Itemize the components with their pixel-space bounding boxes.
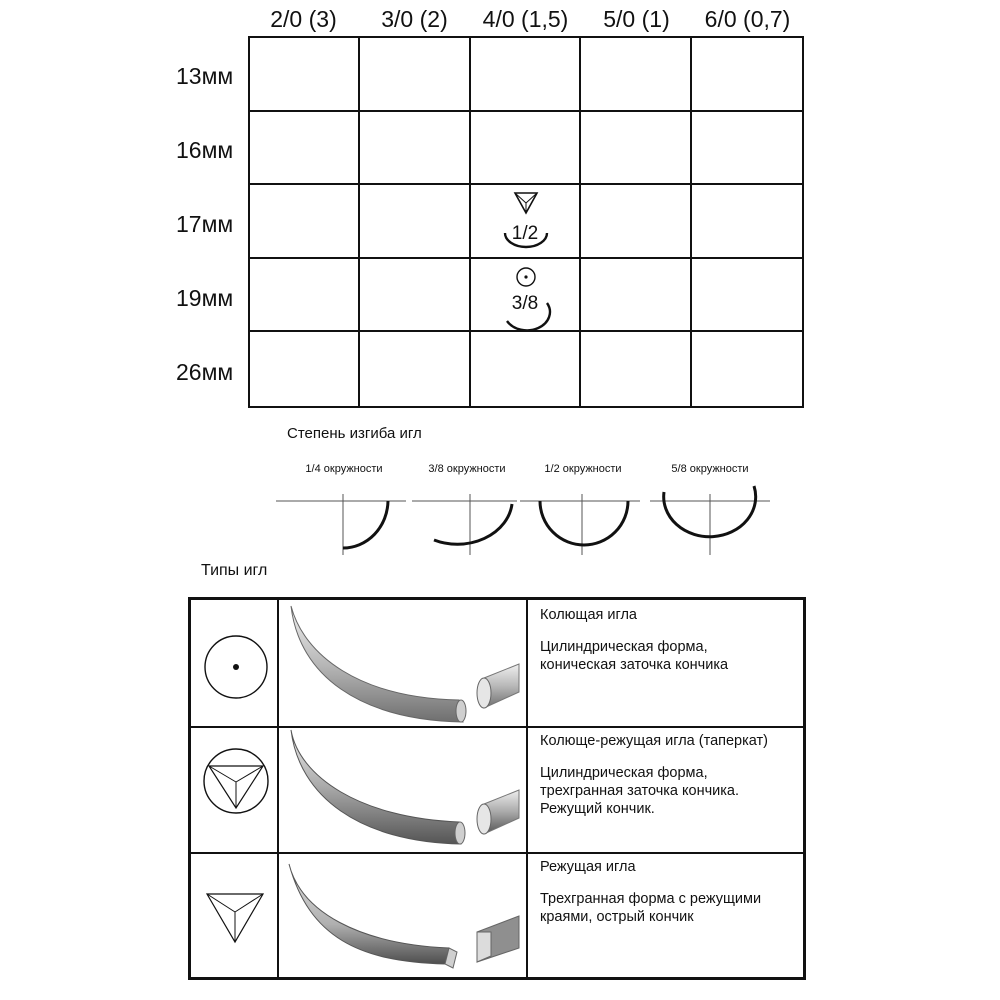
grid-cell [360, 332, 470, 406]
needle-type-name: Режущая игла [540, 859, 636, 875]
grid-cell [471, 112, 581, 186]
grid-cell [581, 332, 691, 406]
grid-cell [581, 112, 691, 186]
five-eighths-circle-curve [650, 480, 770, 555]
grid-cell [250, 259, 360, 333]
needle-type-row-taper [191, 600, 803, 726]
curve-label-5-8: 5/8 окружности [671, 463, 749, 475]
row-header-17mm: 17мм [176, 211, 234, 237]
grid-cell [471, 332, 581, 406]
column-header-3-0: 3/0 (2) [381, 6, 448, 32]
needle-type-name: Колюще-режущая игла (таперкат) [540, 733, 768, 749]
size-grid [248, 36, 804, 408]
grid-cell [581, 185, 691, 259]
quarter-circle-curve [276, 480, 406, 555]
needle-type-text [540, 858, 800, 926]
grid-cell [692, 185, 802, 259]
needle-type-description: Цилиндрическая форма, коническая заточка кончика [540, 639, 729, 673]
three-eighths-circle-curve [412, 480, 517, 555]
curvature-label: 1/2 [511, 223, 539, 245]
row-header-26mm: 26мм [176, 359, 234, 385]
column-header-6-0: 6/0 (0,7) [704, 6, 791, 32]
row-header-13mm: 13мм [176, 63, 234, 89]
cutting-needle-illustration [279, 852, 526, 978]
grid-cell [360, 185, 470, 259]
needle-types-table [188, 597, 806, 980]
grid-cell [692, 38, 802, 112]
types-title: Типы игл [201, 562, 268, 579]
column-header-4-0: 4/0 (1,5) [482, 6, 569, 32]
needle-type-text [540, 606, 800, 674]
grid-cell [692, 259, 802, 333]
grid-cell [360, 112, 470, 186]
curve-label-1-2: 1/2 окружности [544, 463, 622, 475]
grid-cell [581, 259, 691, 333]
needle-type-description: Трехгранная форма с режущими краями, острый кончик [540, 891, 762, 925]
grid-cell [250, 185, 360, 259]
needle-type-text [540, 732, 800, 818]
needle-marker [471, 263, 579, 336]
grid-cell [581, 38, 691, 112]
grid-cell [250, 332, 360, 406]
curve-label-1-4: 1/4 окружности [305, 463, 383, 475]
curvature-title: Степень изгиба игл [287, 425, 422, 442]
grid-cell [692, 332, 802, 406]
needle-type-description: Цилиндрическая форма, трехгранная заточка кончика. Режущий кончик. [540, 765, 739, 817]
grid-cell [471, 38, 581, 112]
grid-cell [250, 112, 360, 186]
needle-type-row-cutting [191, 852, 803, 978]
half-circle-curve [520, 480, 640, 555]
needle-type-name: Колющая игла [540, 607, 637, 623]
round-tip-icon [191, 600, 277, 726]
curve-label-3-8: 3/8 окружности [428, 463, 506, 475]
grid-cell-19mm-4-0 [471, 259, 581, 333]
taper-needle-illustration [279, 600, 526, 726]
grid-cell [360, 38, 470, 112]
row-header-19mm: 19мм [176, 285, 234, 311]
column-header-2-0: 2/0 (3) [270, 6, 337, 32]
grid-cell-17mm-4-0 [471, 185, 581, 259]
tapercut-needle-illustration [279, 726, 526, 852]
grid-cell [250, 38, 360, 112]
triangle-in-circle-icon [191, 726, 277, 852]
triangle-tip-icon [191, 852, 277, 978]
needle-marker [471, 189, 579, 258]
column-header-5-0: 5/0 (1) [603, 6, 670, 32]
grid-cell [692, 112, 802, 186]
grid-cell [360, 259, 470, 333]
needle-type-row-tapercut [191, 726, 803, 852]
row-header-16mm: 16мм [176, 137, 234, 163]
curvature-label: 3/8 [511, 292, 539, 314]
